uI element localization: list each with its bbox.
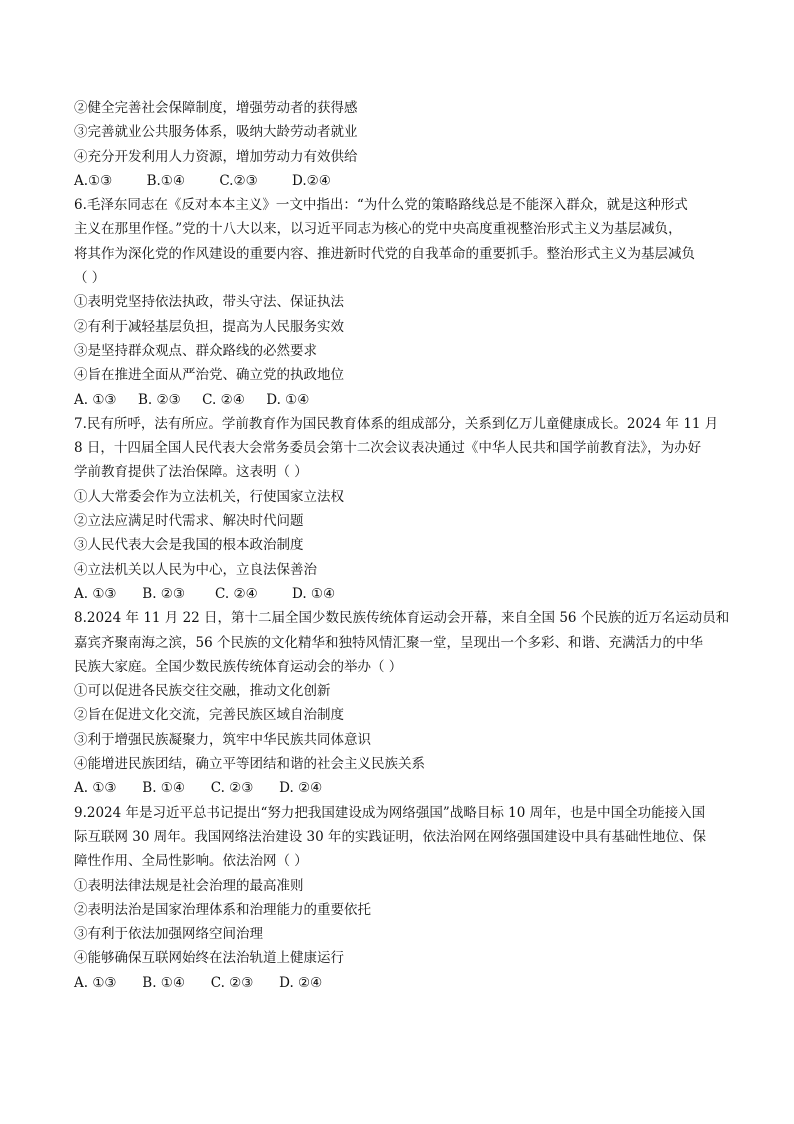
question-stem-line: 际互联网 30 周年。我国网络法治建设 30 年的实践证明，依法治网在网络强国建设中具有基础性地位、保 [74,828,707,845]
statement-3: ③是坚持群众观点、群众路线的必然要求 [74,342,317,359]
question-stem-line: 将其作为深化党的作风建设的重要内容、推进新时代党的自我革命的重要抓手。整治形式主义为基层减负 [74,245,695,262]
page-content [74,96,730,995]
question-stem-line: 7.民有所呼，法有所应。学前教育作为国民教育体系的组成部分，关系到亿万儿童健康成长。2024 年 11 月 [74,415,719,432]
statement-1: ①表明党坚持依法执政，带头守法、保证执法 [74,294,344,311]
question-9 [74,801,724,995]
statement-4: ④充分开发利用人力资源，增加劳动力有效供给 [74,148,358,165]
question-stem-line: 8.2024 年 11 月 22 日，第十二届全国少数民族传统体育运动会开幕，来自全国 56 个民族的近万名运动员和 [74,610,730,627]
answer-options: A.①③ B.①④ C.②③ D.②④ [74,172,331,189]
question-stem-line: 障性作用、全局性影响。依法治网（ ） [74,853,308,870]
question-stem-line: 9.2024 年是习近平总书记提出“努力把我国建设成为网络强国”战略目标 10 周年，也是中国全功能接入国 [74,804,706,821]
statement-4: ④旨在推进全面从严治党、确立党的执政地位 [74,367,344,384]
question-stem-line: 主义在那里作怪。”党的十八大以来，以习近平同志为核心的党中央高度重视整治形式主义为基层减负， [74,221,682,238]
statement-3: ③完善就业公共服务体系，吸纳大龄劳动者就业 [74,124,358,141]
statement-4: ④立法机关以人民为中心，立良法保善治 [74,561,317,578]
answer-options: A. ①③ B. ①④ C. ②③ D. ②④ [74,974,323,991]
answer-options: A. ①③ B. ①④ C. ②③ D. ②④ [74,780,323,797]
statement-2: ②旨在促进文化交流，完善民族区域自治制度 [74,707,344,724]
statement-2: ②有利于减轻基层负担，提高为人民服务实效 [74,318,344,335]
question-stem-line: 8 日，十四届全国人民代表大会常务委员会第十二次会议表决通过《中华人民共和国学前教育法》，为办好 [74,440,702,457]
statement-3: ③有利于依法加强网络空间治理 [74,926,263,943]
statement-4: ④能增进民族团结，确立平等团结和谐的社会主义民族关系 [74,756,425,773]
statement-2: ②健全完善社会保障制度，增强劳动者的获得感 [74,100,358,116]
answer-options: A. ①③ B. ②③ C. ②④ D. ①④ [74,391,310,408]
statement-2: ②表明法治是国家治理体系和治理能力的重要依托 [74,901,371,918]
statement-3: ③利于增强民族凝聚力，筑牢中华民族共同体意识 [74,731,371,748]
question-stem-line: 民族大家庭。全国少数民族传统体育运动会的举办（ ） [74,658,403,675]
answer-options: A. ①③ B. ②③ C. ②④ D. ①④ [74,585,336,602]
question-stem-line: 学前教育提供了法治保障。这表明（ ） [74,464,308,481]
question-6 [74,193,724,412]
statement-3: ③人民代表大会是我国的根本政治制度 [74,537,304,554]
statement-2: ②立法应满足时代需求、解决时代问题 [74,513,304,530]
question-stem-line: 嘉宾齐聚南海之滨，56 个民族的文化精华和独特风情汇聚一堂，呈现出一个多彩、和谐、充满活力的中华 [74,634,703,651]
question-8 [74,606,730,800]
statement-1: ①人大常委会作为立法机关，行使国家立法权 [74,488,344,505]
question-5-continued [74,96,724,193]
statement-4: ④能够确保互联网始终在法治轨道上健康运行 [74,950,344,967]
statement-1: ①可以促进各民族交往交融，推动文化创新 [74,683,331,700]
question-stem-line: （ ） [74,270,106,287]
question-stem-line: 6.毛泽东同志在《反对本本主义》一文中指出：“为什么党的策略路线总是不能深入群众，就是这种形式 [74,197,688,214]
statement-1: ①表明法律法规是社会治理的最高准则 [74,877,304,894]
question-7 [74,412,724,606]
